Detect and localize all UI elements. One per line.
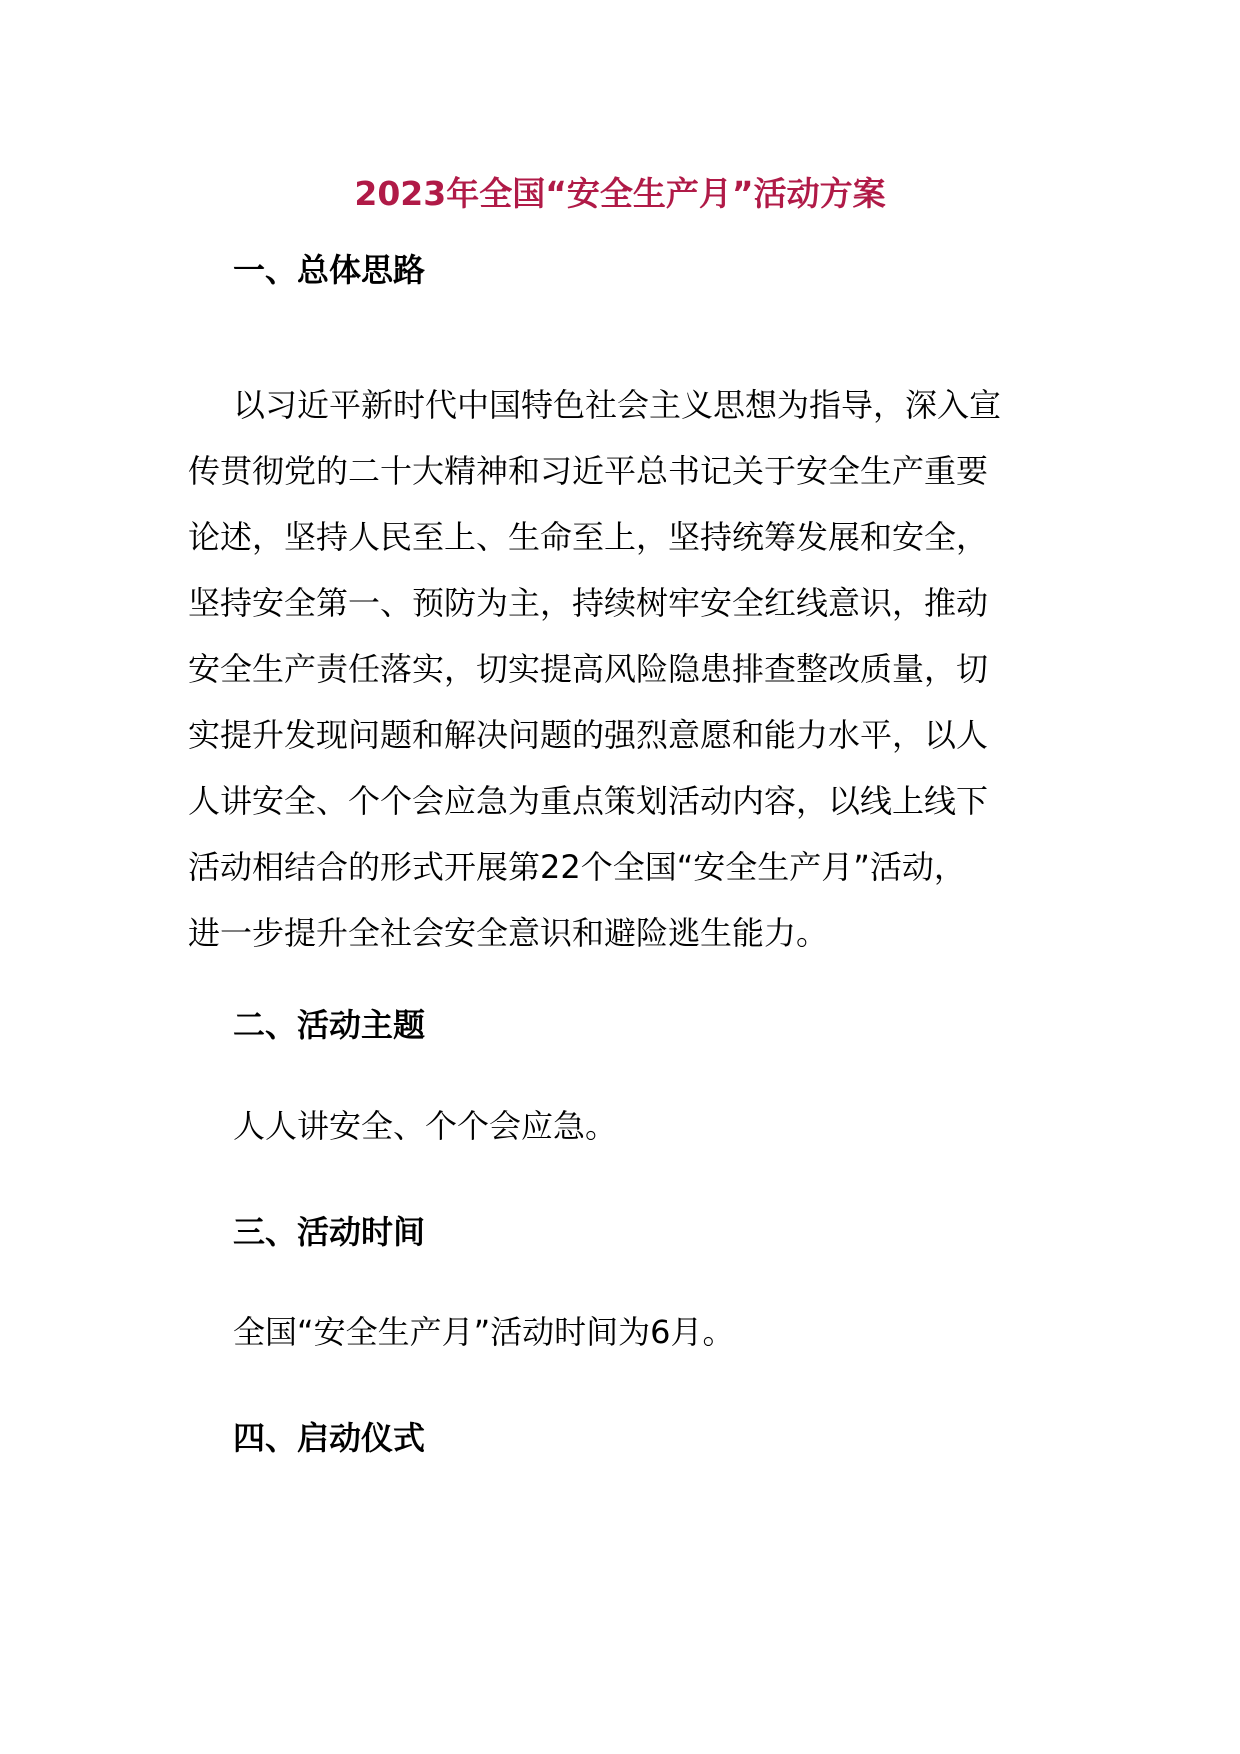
section-heading-activity-theme: 二、活动主题 — [233, 1006, 426, 1044]
body-line: 论述，坚持人民至上、生命至上，坚持统筹发展和安全， — [188, 518, 989, 556]
document-title: 2023年全国“安全生产月”活动方案 — [354, 174, 886, 213]
section-heading-overall-approach: 一、总体思路 — [233, 251, 426, 289]
body-line: 实提升发现问题和解决问题的强烈意愿和能力水平，以人 — [188, 716, 989, 754]
body-line: 传贯彻党的二十大精神和习近平总书记关于安全生产重要 — [188, 452, 989, 490]
body-line: 以习近平新时代中国特色社会主义思想为指导，深入宣 — [233, 386, 1002, 424]
body-line: 安全生产责任落实，切实提高风险隐患排查整改质量，切 — [188, 650, 989, 688]
section-heading-activity-time: 三、活动时间 — [233, 1213, 426, 1251]
body-line: 进一步提升全社会安全意识和避险逃生能力。 — [188, 914, 829, 952]
section-heading-launch-ceremony: 四、启动仪式 — [233, 1419, 426, 1457]
section-body-activity-theme: 人人讲安全、个个会应急。 — [233, 1107, 618, 1145]
body-line: 人讲安全、个个会应急为重点策划活动内容，以线上线下 — [188, 782, 989, 820]
body-line: 坚持安全第一、预防为主，持续树牢安全红线意识，推动 — [188, 584, 989, 622]
section-body-activity-time: 全国“安全生产月”活动时间为6月。 — [233, 1313, 735, 1351]
body-line: 活动相结合的形式开展第22个全国“安全生产月”活动， — [188, 848, 966, 886]
section-body-overall-approach — [188, 372, 1068, 966]
